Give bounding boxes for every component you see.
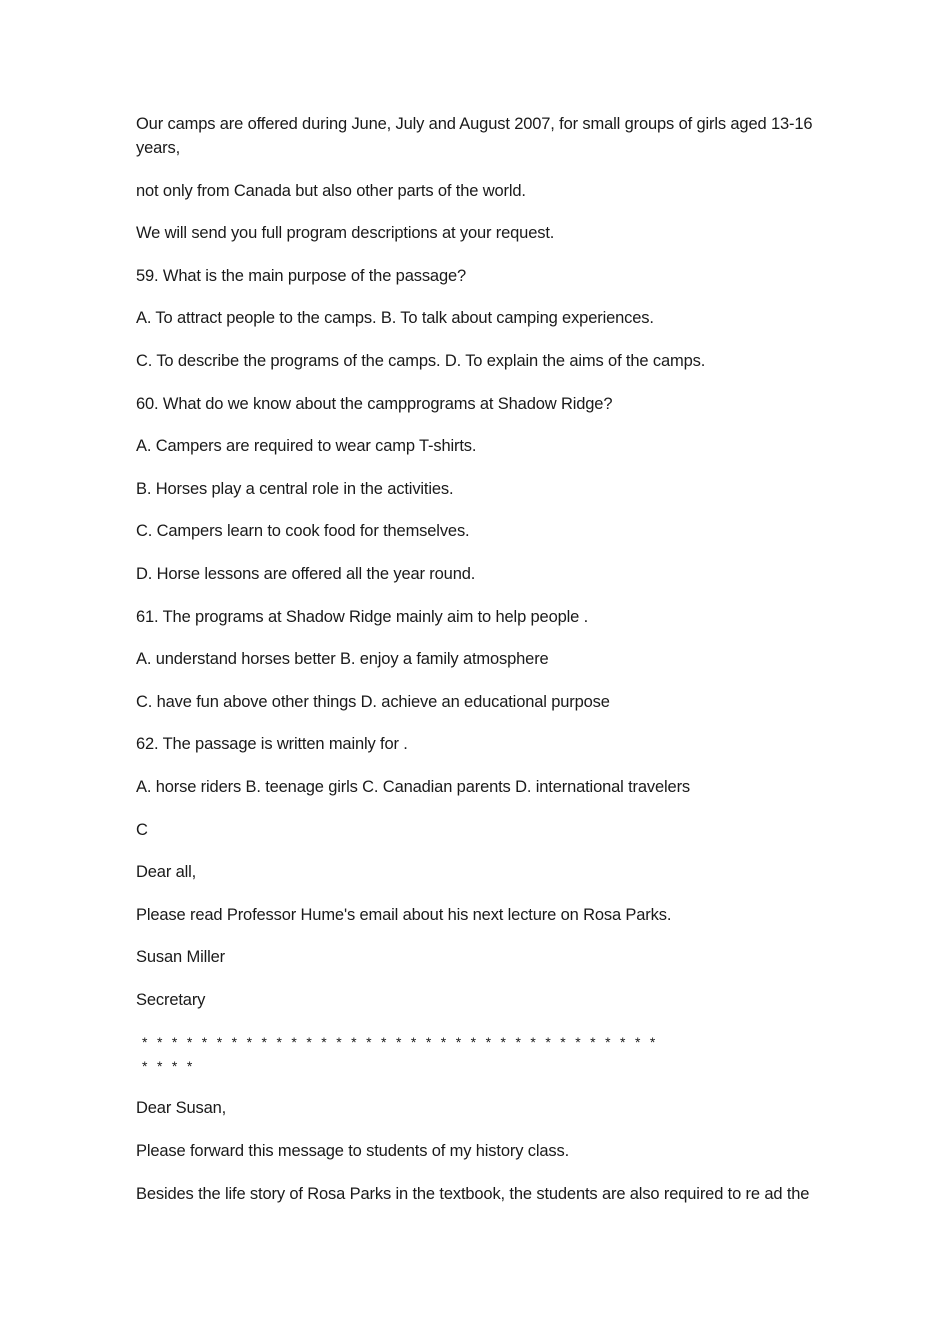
question-60-option-a: A. Campers are required to wear camp T-shirts. [136, 437, 477, 456]
intro-paragraph-camps: Our camps are offered during June, July and August 2007, for small groups of girls aged 13-16 years, [136, 115, 813, 157]
question-59-options-ab: A. To attract people to the camps. B. To talk about camping experiences. [136, 309, 654, 328]
question-62-options: A. horse riders B. teenage girls C. Canadian parents D. international travelers [136, 777, 691, 796]
asterisk-row-2: * * * * [142, 1058, 193, 1075]
question-60-option-c: C. Campers learn to cook food for themselves. [136, 522, 470, 541]
email-signature-title: Secretary [136, 990, 206, 1009]
question-59-options-cd: C. To describe the programs of the camps. D. To explain the aims of the camps. [136, 351, 706, 370]
question-60-option-b: B. Horses play a central role in the activities. [136, 479, 454, 498]
email-body-besides: Besides the life story of Rosa Parks in the textbook, the students are also required to re ad the [136, 1184, 810, 1203]
question-60: 60. What do we know about the campprograms at Shadow Ridge? [136, 394, 613, 413]
asterisk-separator [136, 1030, 822, 1078]
section-heading-c: C [136, 820, 148, 839]
email-greeting-all: Dear all, [136, 863, 197, 882]
intro-paragraph-request: We will send you full program descriptions at your request. [136, 224, 555, 243]
question-61-options-ab: A. understand horses better B. enjoy a family atmosphere [136, 650, 549, 669]
question-59: 59. What is the main purpose of the passage? [136, 266, 467, 285]
email-signature-name: Susan Miller [136, 948, 225, 967]
question-61: 61. The programs at Shadow Ridge mainly aim to help people . [136, 607, 589, 626]
email-greeting-susan: Dear Susan, [136, 1099, 227, 1118]
question-60-option-d: D. Horse lessons are offered all the year round. [136, 564, 476, 583]
question-61-options-cd: C. have fun above other things D. achieve an educational purpose [136, 692, 610, 711]
email-body-read: Please read Professor Hume's email about his next lecture on Rosa Parks. [136, 905, 672, 924]
document-page [136, 112, 826, 1224]
intro-paragraph-origin: not only from Canada but also other parts of the world. [136, 181, 526, 200]
asterisk-row-1: * * * * * * * * * * * * * * * * * * * * * * * * * * * * * * * * * * * [142, 1034, 656, 1051]
email-body-forward: Please forward this message to students of my history class. [136, 1142, 570, 1161]
question-62: 62. The passage is written mainly for . [136, 735, 408, 754]
